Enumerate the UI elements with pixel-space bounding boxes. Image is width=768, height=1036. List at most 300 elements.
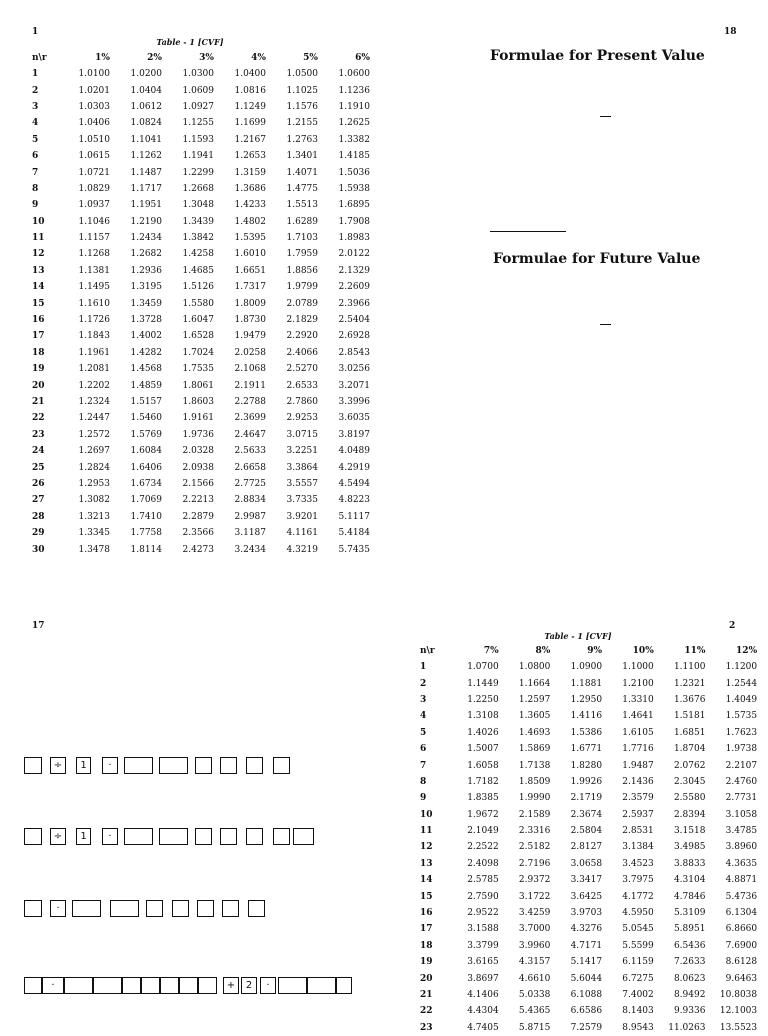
factor-cell: 1.8983 [338,233,370,244]
factor-cell: 3.4985 [673,842,706,853]
rate-column-header: 2% [147,53,162,63]
factor-cell: 7.2579 [570,1022,603,1033]
factor-cell: 1.1576 [286,101,318,112]
period-cell: 2 [420,678,427,689]
factor-cell: 4.7171 [570,940,603,951]
factor-cell: 1.3728 [130,315,162,326]
factor-cell: 1.3310 [622,694,654,705]
table-row [32,295,370,311]
factor-cell: 2.6928 [338,331,370,342]
factor-cell: 13.5523 [719,1022,758,1033]
factor-cell: 8.1403 [622,1006,654,1017]
factor-cell: 1.5007 [467,744,499,755]
formula-box [146,900,163,917]
period-cell: 5 [32,134,39,145]
factor-cell: 2.2213 [182,495,214,506]
factor-cell: 8.9492 [673,990,706,1000]
period-cell: 4 [32,118,39,129]
factor-cell: 2.1049 [467,826,499,837]
formula-box [195,828,212,845]
table-row [32,509,370,525]
period-cell: 17 [32,331,45,342]
factor-cell: 1.8704 [673,744,706,755]
factor-cell: 1.1236 [338,85,370,96]
factor-cell: 1.0700 [467,662,499,673]
formula-box [159,757,188,774]
page-number-18: 18 [724,27,737,37]
period-cell: 24 [32,446,45,457]
table-row [32,427,370,443]
table-row [420,872,757,888]
factor-cell: 1.9736 [182,429,214,440]
period-cell: 7 [420,760,427,771]
table-row [32,263,370,279]
formula-box [179,977,198,994]
period-cell: 14 [32,282,45,293]
table-row [32,394,370,410]
factor-cell: 1.1449 [467,678,499,689]
period-cell: 3 [420,694,427,705]
formula-box [246,757,263,774]
table-row [420,1020,757,1036]
factor-cell: 2.0258 [234,347,266,358]
period-cell: 16 [420,908,433,919]
table-row [32,66,370,82]
factor-cell: 3.1722 [518,891,551,902]
factor-cell: 1.3159 [234,167,266,178]
table-row [420,774,757,790]
table-row [32,459,370,475]
factor-cell: 5.6044 [570,973,603,984]
factor-cell: 2.2107 [725,760,758,771]
factor-cell: 2.3316 [518,826,551,837]
factor-cell: 1.1699 [234,118,266,129]
period-cell: 12 [420,842,433,853]
factor-cell: 3.7975 [622,875,654,886]
factor-cell: 1.0303 [78,101,110,112]
factor-cell: 1.4049 [725,694,758,705]
factor-cell: 2.0938 [182,462,214,473]
factor-cell: 1.1157 [78,233,110,244]
factor-cell: 5.8715 [518,1022,551,1033]
period-cell: 21 [32,397,45,407]
factor-cell: 1.3676 [673,694,706,705]
table-row [420,839,757,855]
formula-box [110,900,139,917]
factor-cell: 1.2299 [182,167,214,178]
factor-cell: 2.7731 [725,793,758,804]
table-row [32,377,370,393]
factor-cell: 2.5633 [234,446,266,457]
factor-cell: 3.0715 [286,429,318,440]
page-number-17: 17 [32,621,45,631]
table-row [420,987,757,1003]
factor-cell: 8.9543 [622,1022,654,1033]
formula-box [273,828,290,845]
period-cell: 8 [420,776,427,787]
factor-cell: 4.3104 [673,875,706,886]
factor-cell: 4.4304 [467,1006,499,1017]
table-row [32,197,370,213]
factor-cell: 1.1951 [130,200,162,211]
factor-cell: 5.4736 [725,891,758,902]
factor-cell: 1.3048 [182,200,214,211]
factor-cell: 4.0489 [338,446,370,457]
factor-cell: 1.1910 [338,101,370,112]
factor-cell: 1.4185 [338,151,370,162]
factor-cell: 1.1200 [725,662,758,673]
factor-cell: 2.2879 [182,511,214,522]
factor-cell: 1.1593 [182,134,214,145]
factor-cell: 1.0612 [130,101,162,112]
factor-cell: 1.2936 [130,265,162,276]
factor-cell: 2.7590 [467,891,499,902]
factor-cell: 7.4002 [622,990,654,1000]
formula-box [198,977,217,994]
formula-box [24,977,42,994]
table-row [32,443,370,459]
cvf-table-1-to-6-percent [32,50,370,558]
formula-box [141,977,160,994]
period-cell: 3 [32,101,39,112]
factor-cell: 3.6165 [467,957,499,968]
factor-cell: 4.1406 [467,990,499,1000]
factor-cell: 1.1249 [234,101,266,112]
factor-cell: 2.3674 [570,809,603,820]
factor-cell: 2.9372 [518,875,551,886]
factor-cell: 2.3579 [622,793,654,804]
factor-cell: 1.0400 [234,69,266,80]
factor-cell: 1.7024 [182,347,214,358]
formula-box [24,757,42,774]
formula-box: 1 [76,757,91,774]
factor-cell: 1.0609 [182,85,214,96]
factor-cell: 1.4693 [518,727,551,738]
factor-cell: 1.6851 [673,727,706,738]
factor-cell: 3.8197 [338,429,370,440]
formula-box [273,757,290,774]
factor-cell: 2.4760 [725,776,758,787]
factor-cell: 1.4071 [286,167,318,178]
factor-cell: 2.6533 [286,380,318,391]
factor-cell: 3.1187 [234,528,266,539]
factor-cell: 1.6528 [182,331,214,342]
factor-cell: 1.2100 [622,678,654,689]
period-cell: 25 [32,462,45,473]
period-cell: 7 [32,167,39,178]
table-row [420,970,757,986]
factor-cell: 5.0545 [622,924,654,935]
formula-box [124,828,153,845]
factor-cell: 1.3108 [467,711,499,722]
factor-cell: 2.1068 [234,364,266,375]
factor-cell: 1.3401 [286,151,318,162]
factor-cell: 8.6128 [725,957,758,968]
decimal-symbol: · [260,977,276,994]
factor-cell: 1.1041 [130,134,162,145]
fraction-bar [600,116,611,117]
formula-box [246,828,263,845]
factor-cell: 1.4802 [234,216,266,227]
factor-cell: 1.0500 [286,69,318,80]
factor-cell: 2.0789 [286,298,318,309]
table-row [32,361,370,377]
period-cell: 2 [32,85,39,96]
factor-cell: 3.9703 [570,908,603,919]
rate-column-header: 8% [535,646,551,656]
rate-column-header: 10% [632,646,654,656]
table-row [420,938,757,954]
rate-column-header: 12% [736,646,758,656]
factor-cell: 1.2682 [130,249,162,260]
period-cell: 5 [420,727,427,738]
factor-cell: 1.3478 [78,544,110,555]
factor-cell: 3.3799 [467,940,499,951]
factor-cell: 1.6771 [570,744,603,755]
factor-cell: 1.9738 [725,744,758,755]
factor-cell: 2.2522 [467,842,499,853]
factor-cell: 3.1384 [622,842,654,853]
formula-box [336,977,352,994]
factor-cell: 3.5557 [286,478,318,489]
factor-cell: 1.3686 [234,183,266,194]
factor-cell: 3.1518 [673,826,706,837]
factor-cell: 2.6658 [234,462,266,473]
factor-cell: 1.9799 [286,282,318,293]
factor-cell: 1.6734 [130,478,162,489]
present-value-title: Formulae for Present Value [490,48,705,64]
table-row [420,675,757,691]
table-row [32,82,370,98]
period-cell: 27 [32,495,45,506]
factor-cell: 4.5950 [622,908,654,919]
table-row [32,525,370,541]
factor-cell: 1.0824 [130,118,162,129]
factor-cell: 1.4859 [130,380,162,391]
factor-cell: 1.5735 [725,711,758,722]
factor-cell: 1.5513 [286,200,318,211]
factor-cell: 1.6895 [338,200,370,211]
table-row [420,823,757,839]
period-cell: 15 [32,298,45,309]
factor-cell: 1.4233 [234,200,266,211]
period-cell: 16 [32,315,45,326]
factor-cell: 1.2950 [570,694,603,705]
factor-cell: 1.3213 [78,511,110,522]
fraction-bar [600,324,611,325]
factor-cell: 2.1719 [570,793,603,804]
factor-cell: 4.3276 [570,924,603,935]
factor-cell: 3.0658 [570,858,603,869]
table-row [420,905,757,921]
plus-symbol: + [223,977,239,994]
factor-cell: 1.1726 [78,315,110,326]
period-cell: 13 [32,265,45,276]
factor-cell: 1.2668 [182,183,214,194]
factor-cell: 1.9161 [182,413,214,424]
factor-cell: 5.1417 [570,957,603,968]
factor-cell: 1.1000 [622,662,654,673]
table-row [32,230,370,246]
formula-box [220,757,237,774]
table-row [32,541,370,557]
rate-column-header: 1% [95,53,110,63]
factor-cell: 1.5769 [130,429,162,440]
factor-cell: 1.7317 [234,282,266,293]
factor-cell: 1.0201 [78,85,110,96]
factor-cell: 1.8385 [467,793,499,804]
formula-box [93,977,122,994]
factor-cell: 1.1255 [182,118,214,129]
factor-cell: 1.0300 [182,69,214,80]
factor-cell: 1.9926 [570,776,603,787]
factor-cell: 5.3109 [673,908,706,919]
period-cell: 4 [420,711,427,722]
factor-cell: 3.8833 [673,858,706,869]
factor-cell: 2.5785 [467,875,499,886]
factor-cell: 2.7196 [518,858,551,869]
factor-cell: 1.2697 [78,446,110,457]
factor-cell: 1.5938 [338,183,370,194]
factor-cell: 5.7435 [338,544,370,555]
factor-cell: 1.0721 [78,167,110,178]
factor-cell: 2.8394 [673,809,706,820]
decimal-symbol: · [50,900,66,917]
period-cell: 21 [420,990,433,1000]
factor-cell: 11.0263 [668,1022,706,1033]
factor-cell: 2.8834 [234,495,266,506]
factor-cell: 1.3459 [130,298,162,309]
factor-cell: 1.3082 [78,495,110,506]
factor-cell: 1.1046 [78,216,110,227]
table-row [420,954,757,970]
factor-cell: 1.2953 [78,478,110,489]
factor-cell: 2.5270 [286,364,318,375]
factor-cell: 2.2609 [338,282,370,293]
decimal-symbol: · [42,977,64,994]
factor-cell: 1.5395 [234,233,266,244]
factor-cell: 3.8697 [467,973,499,984]
factor-cell: 1.7908 [338,216,370,227]
factor-cell: 1.4775 [286,183,318,194]
period-cell: 22 [420,1006,433,1017]
factor-cell: 6.5436 [673,940,706,951]
factor-cell: 1.2250 [467,694,499,705]
period-cell: 26 [32,478,45,489]
rate-column-header: 9% [587,646,603,656]
factor-cell: 1.5181 [673,711,706,722]
factor-cell: 5.8951 [673,924,706,935]
factor-cell: 1.9479 [234,331,266,342]
factor-cell: 1.1961 [78,347,110,358]
factor-cell: 1.2572 [78,429,110,440]
factor-cell: 1.4116 [570,711,603,722]
table-header-row [420,643,757,659]
formula-box [122,977,141,994]
period-cell: 9 [32,200,39,211]
factor-cell: 1.3439 [182,216,214,227]
factor-cell: 1.9990 [518,793,551,804]
factor-cell: 1.3345 [78,528,110,539]
factor-cell: 3.1588 [467,924,499,935]
factor-cell: 4.2919 [338,462,370,473]
factor-cell: 2.9253 [286,413,318,424]
period-cell: 19 [32,364,45,375]
factor-cell: 1.6010 [234,249,266,260]
factor-cell: 1.7716 [622,744,654,755]
factor-cell: 1.0900 [570,662,603,673]
factor-cell: 4.3635 [725,858,758,869]
factor-cell: 1.1100 [673,662,706,673]
factor-cell: 6.1304 [725,908,758,919]
factor-cell: 1.2081 [78,364,110,375]
period-cell: 11 [420,826,433,837]
factor-cell: 4.6610 [518,973,551,984]
period-cell: 28 [32,511,45,522]
table-row [32,345,370,361]
factor-cell: 1.4026 [467,727,499,738]
factor-cell: 6.7275 [622,973,654,984]
factor-cell: 2.1566 [182,478,214,489]
period-cell: 13 [420,858,433,869]
table-row [32,148,370,164]
factor-cell: 4.1161 [286,528,318,539]
factor-cell: 2.1436 [622,776,654,787]
factor-cell: 1.7623 [725,727,758,738]
factor-cell: 1.7758 [130,528,162,539]
factor-cell: 3.3864 [286,462,318,473]
factor-cell: 1.2190 [130,216,162,227]
factor-cell: 1.2447 [78,413,110,424]
period-cell: 17 [420,924,433,935]
factor-cell: 6.1159 [622,957,654,968]
formula-box [72,900,101,917]
table-row [32,328,370,344]
factor-cell: 3.0256 [338,364,370,375]
factor-cell: 1.5126 [182,282,214,293]
table-row [32,476,370,492]
table-row [32,132,370,148]
factor-cell: 1.2653 [234,151,266,162]
factor-cell: 1.2202 [78,380,110,391]
formula-box [248,900,265,917]
page-number-2: 2 [729,621,736,631]
factor-cell: 1.9487 [622,760,654,771]
formula-box [124,757,153,774]
factor-cell: 2.8543 [338,347,370,358]
factor-cell: 2.1329 [338,265,370,276]
factor-cell: 5.5599 [622,940,654,951]
factor-cell: 3.2251 [286,446,318,457]
factor-cell: 1.2763 [286,134,318,145]
factor-cell: 1.8061 [182,380,214,391]
factor-cell: 3.6425 [570,891,603,902]
table-row [420,790,757,806]
table-title-cvf-2: Table - 1 [CVF] [544,631,612,641]
factor-cell: 2.7860 [286,397,318,407]
table-row [32,99,370,115]
factor-cell: 1.7138 [518,760,551,771]
factor-cell: 1.2155 [286,118,318,129]
factor-cell: 3.2434 [234,544,266,555]
factor-cell: 1.1268 [78,249,110,260]
factor-cell: 3.7335 [286,495,318,506]
divide-symbol: ÷ [50,828,66,845]
factor-cell: 1.6289 [286,216,318,227]
factor-cell: 1.0510 [78,134,110,145]
factor-cell: 1.3382 [338,134,370,145]
table-row [32,164,370,180]
